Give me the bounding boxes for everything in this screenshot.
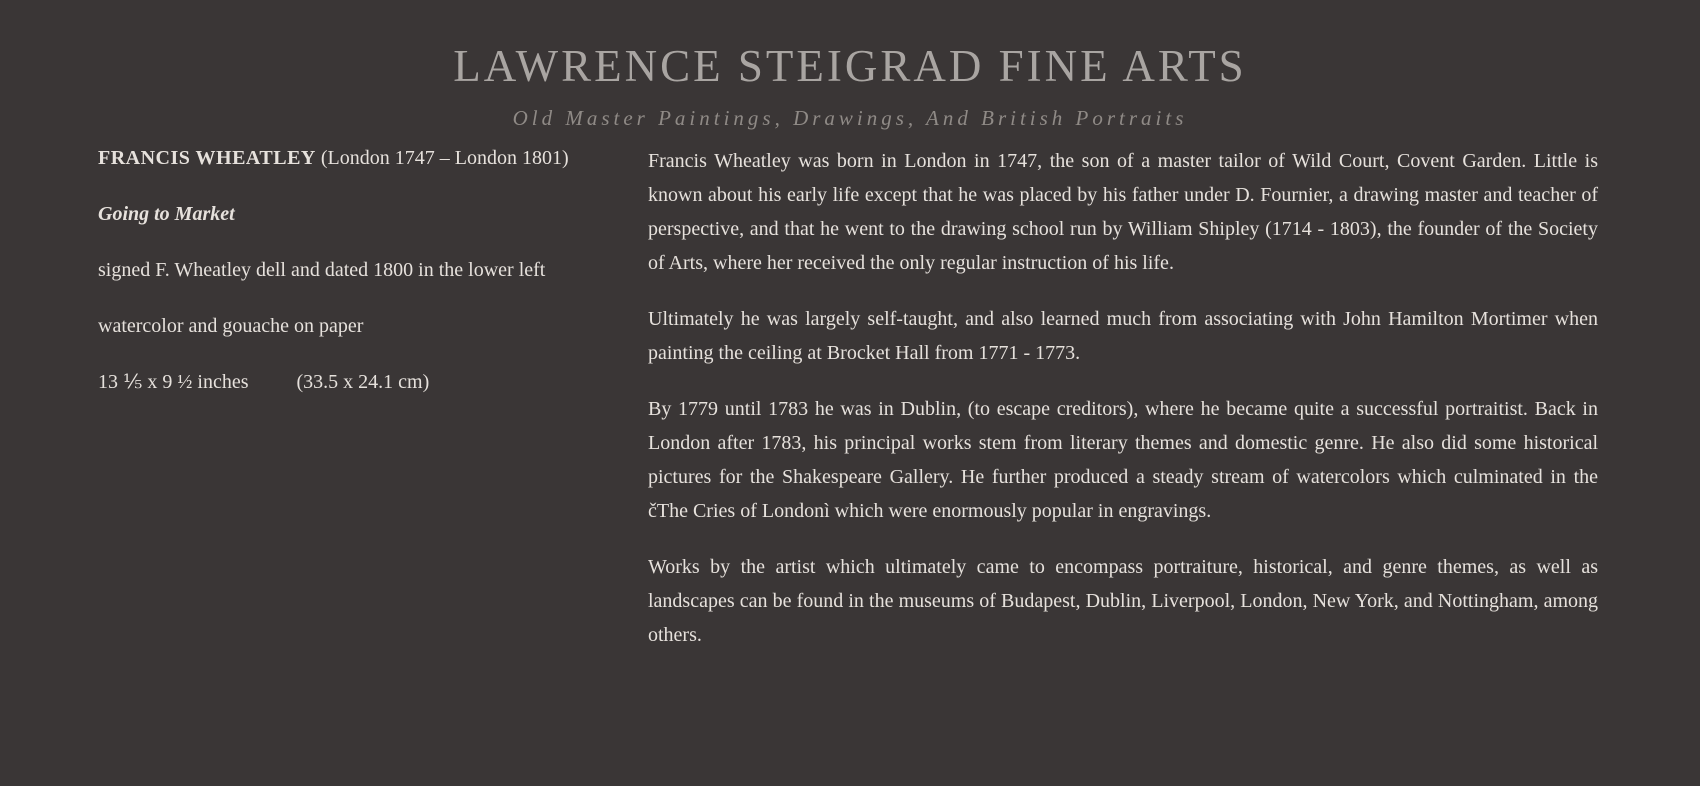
dimensions-metric: (33.5 x 24.1 cm)	[296, 371, 430, 393]
biography-paragraph: By 1779 until 1783 he was in Dublin, (to escape creditors), where he became quite a successful portraitist. Back in London after 1783, his principal works stem from literary themes and domestic genre. He also did some historical pictures for the Shakespeare Gallery. He further produced a steady stream of watercolors which culminated in the čThe Cries of Londonì which were enormously popular in engravings.	[648, 398, 1598, 522]
biography-paragraph: Francis Wheatley was born in London in 1747, the son of a master tailor of Wild Court, Covent Garden. Little is known about his early life except that he was placed by his father under D. Fournier, a drawing master and teacher of perspective, and that he went to the drawing school run by William Shipley (1714 - 1803), the founder of the Society of Arts, where her received the only regular instruction of his life.	[648, 150, 1598, 274]
site-subtitle: Old Master Paintings, Drawings, And British Portraits	[512, 106, 1188, 130]
artwork-details	[98, 144, 618, 424]
artist-line	[98, 144, 618, 173]
artwork-inscription: signed F. Wheatley dell and dated 1800 in the lower left	[98, 259, 546, 281]
site-title[interactable]: LAWRENCE STEIGRAD FINE ARTS	[453, 41, 1247, 91]
artwork-medium: watercolor and gouache on paper	[98, 315, 364, 337]
artist-biography	[648, 144, 1598, 674]
artist-dates: (London 1747 – London 1801)	[315, 147, 569, 169]
artist-name: FRANCIS WHEATLEY	[98, 147, 316, 169]
artwork-dimensions	[98, 368, 618, 397]
artwork-title: Going to Market	[98, 203, 235, 225]
dimensions-imperial: 13 ⅕ x 9 ½ inches	[98, 371, 249, 393]
biography-paragraph: Ultimately he was largely self-taught, and also learned much from associating with John Hamilton Mortimer when painting the ceiling at Brocket Hall from 1771 - 1773.	[648, 308, 1598, 364]
biography-paragraph: Works by the artist which ultimately came to encompass portraiture, historical, and genre themes, as well as landscapes can be found in the museums of Budapest, Dublin, Liverpool, London, New York, and Nottingham, among others.	[648, 556, 1598, 646]
